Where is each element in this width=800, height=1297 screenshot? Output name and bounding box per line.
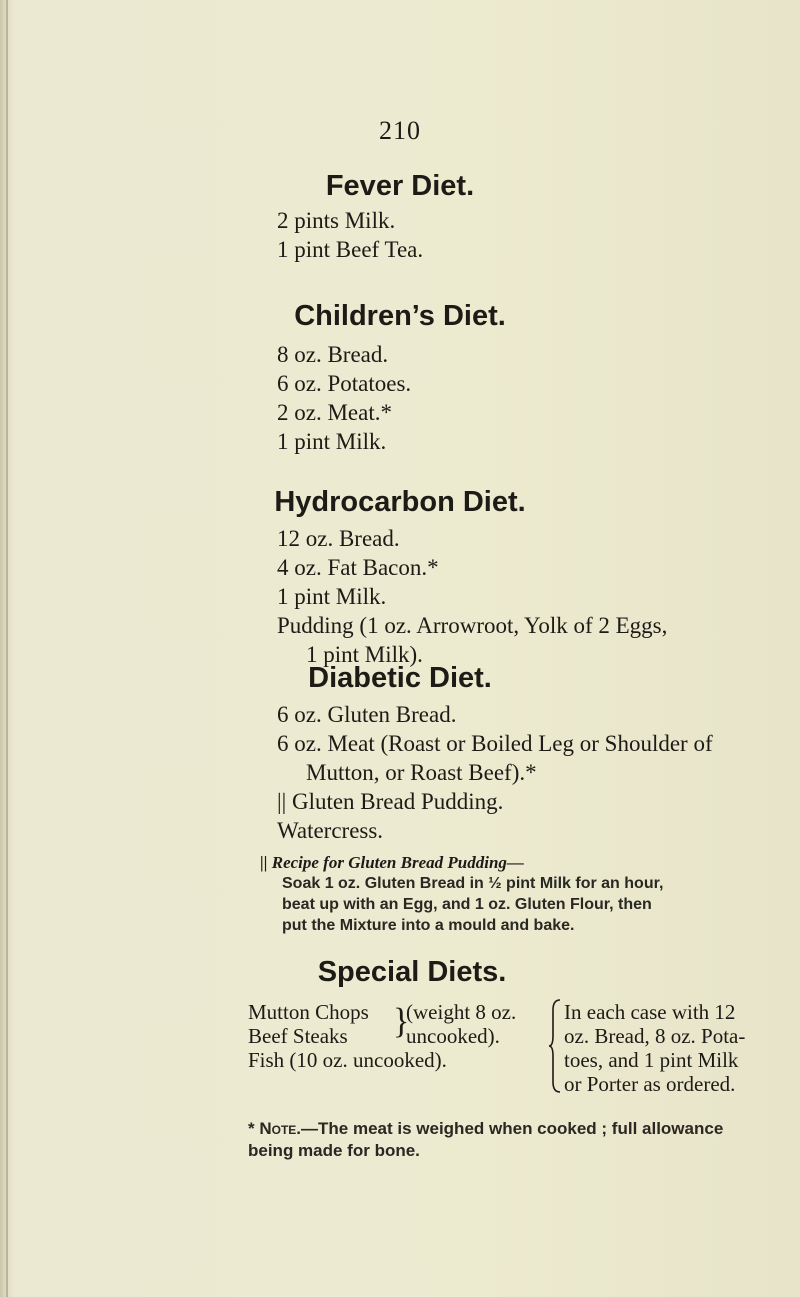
list-item: 1 pint Milk. xyxy=(277,584,387,609)
footnote-label: * Note. xyxy=(248,1119,302,1138)
special-item: Mutton Chops xyxy=(248,1000,369,1024)
special-diets-weight-note xyxy=(406,1000,516,1048)
special-item: Beef Steaks xyxy=(248,1024,348,1048)
hydrocarbon-diet-heading: Hydrocarbon Diet. xyxy=(274,486,526,518)
special-item: uncooked). xyxy=(406,1024,500,1048)
special-item: Fish (10 oz. uncooked). xyxy=(248,1048,447,1072)
list-item: 4 oz. Fat Bacon.* xyxy=(277,555,439,580)
special-diets-heading: Special Diets. xyxy=(317,956,507,988)
recipe-title: || Recipe for Gluten Bread Pudding— xyxy=(260,853,524,872)
diabetic-diet-list xyxy=(277,700,713,845)
page-number: 210 xyxy=(379,116,421,145)
list-item: 6 oz. Meat (Roast or Boiled Leg or Shoulder of xyxy=(277,731,713,756)
special-diets-right-column xyxy=(564,1000,745,1096)
footnote xyxy=(248,1118,768,1162)
list-item: 12 oz. Bread. xyxy=(277,526,400,551)
footnote-line xyxy=(248,1118,768,1140)
recipe-body xyxy=(260,873,760,936)
hydrocarbon-diet-list xyxy=(277,524,667,669)
list-item: 2 pints Milk. xyxy=(277,208,396,233)
list-item: Mutton, or Roast Beef).* xyxy=(306,760,537,785)
special-item: In each case with 12 xyxy=(564,1000,736,1024)
recipe-line: beat up with an Egg, and 1 oz. Gluten Flour, then xyxy=(282,896,652,913)
recipe-line: Soak 1 oz. Gluten Bread in ½ pint Milk for an hour, xyxy=(282,875,664,892)
special-item: or Porter as ordered. xyxy=(564,1072,736,1096)
list-item: Watercress. xyxy=(277,818,384,843)
special-item: oz. Bread, 8 oz. Pota- xyxy=(564,1024,746,1048)
diabetic-diet-heading: Diabetic Diet. xyxy=(308,662,492,694)
fever-diet-heading: Fever Diet. xyxy=(325,170,475,202)
recipe-line: put the Mixture into a mould and bake. xyxy=(282,917,575,934)
list-item: 1 pint Milk. xyxy=(277,429,387,454)
brace-icon: } xyxy=(393,1002,410,1041)
fever-diet-list xyxy=(277,206,423,264)
list-item: Pudding (1 oz. Arrowroot, Yolk of 2 Eggs, xyxy=(277,613,668,638)
special-item: toes, and 1 pint Milk xyxy=(564,1048,739,1072)
childrens-diet-list xyxy=(277,340,411,456)
special-diets-table xyxy=(248,1000,768,1120)
list-item: 8 oz. Bread. xyxy=(277,342,389,367)
footnote-line: being made for bone. xyxy=(248,1141,420,1160)
list-item: 6 oz. Potatoes. xyxy=(277,371,412,396)
recipe-block xyxy=(260,852,760,936)
list-item: 1 pint Milk). xyxy=(306,642,423,667)
special-item: (weight 8 oz. xyxy=(406,1000,517,1024)
childrens-diet-heading: Children’s Diet. xyxy=(294,300,506,332)
list-item: || Gluten Bread Pudding. xyxy=(277,789,504,814)
footnote-text: —The meat is weighed when cooked ; full allowance xyxy=(301,1119,724,1138)
list-item: 2 oz. Meat.* xyxy=(277,400,392,425)
list-item: 6 oz. Gluten Bread. xyxy=(277,702,457,727)
brace-icon xyxy=(548,998,562,1094)
list-item: 1 pint Beef Tea. xyxy=(277,237,424,262)
